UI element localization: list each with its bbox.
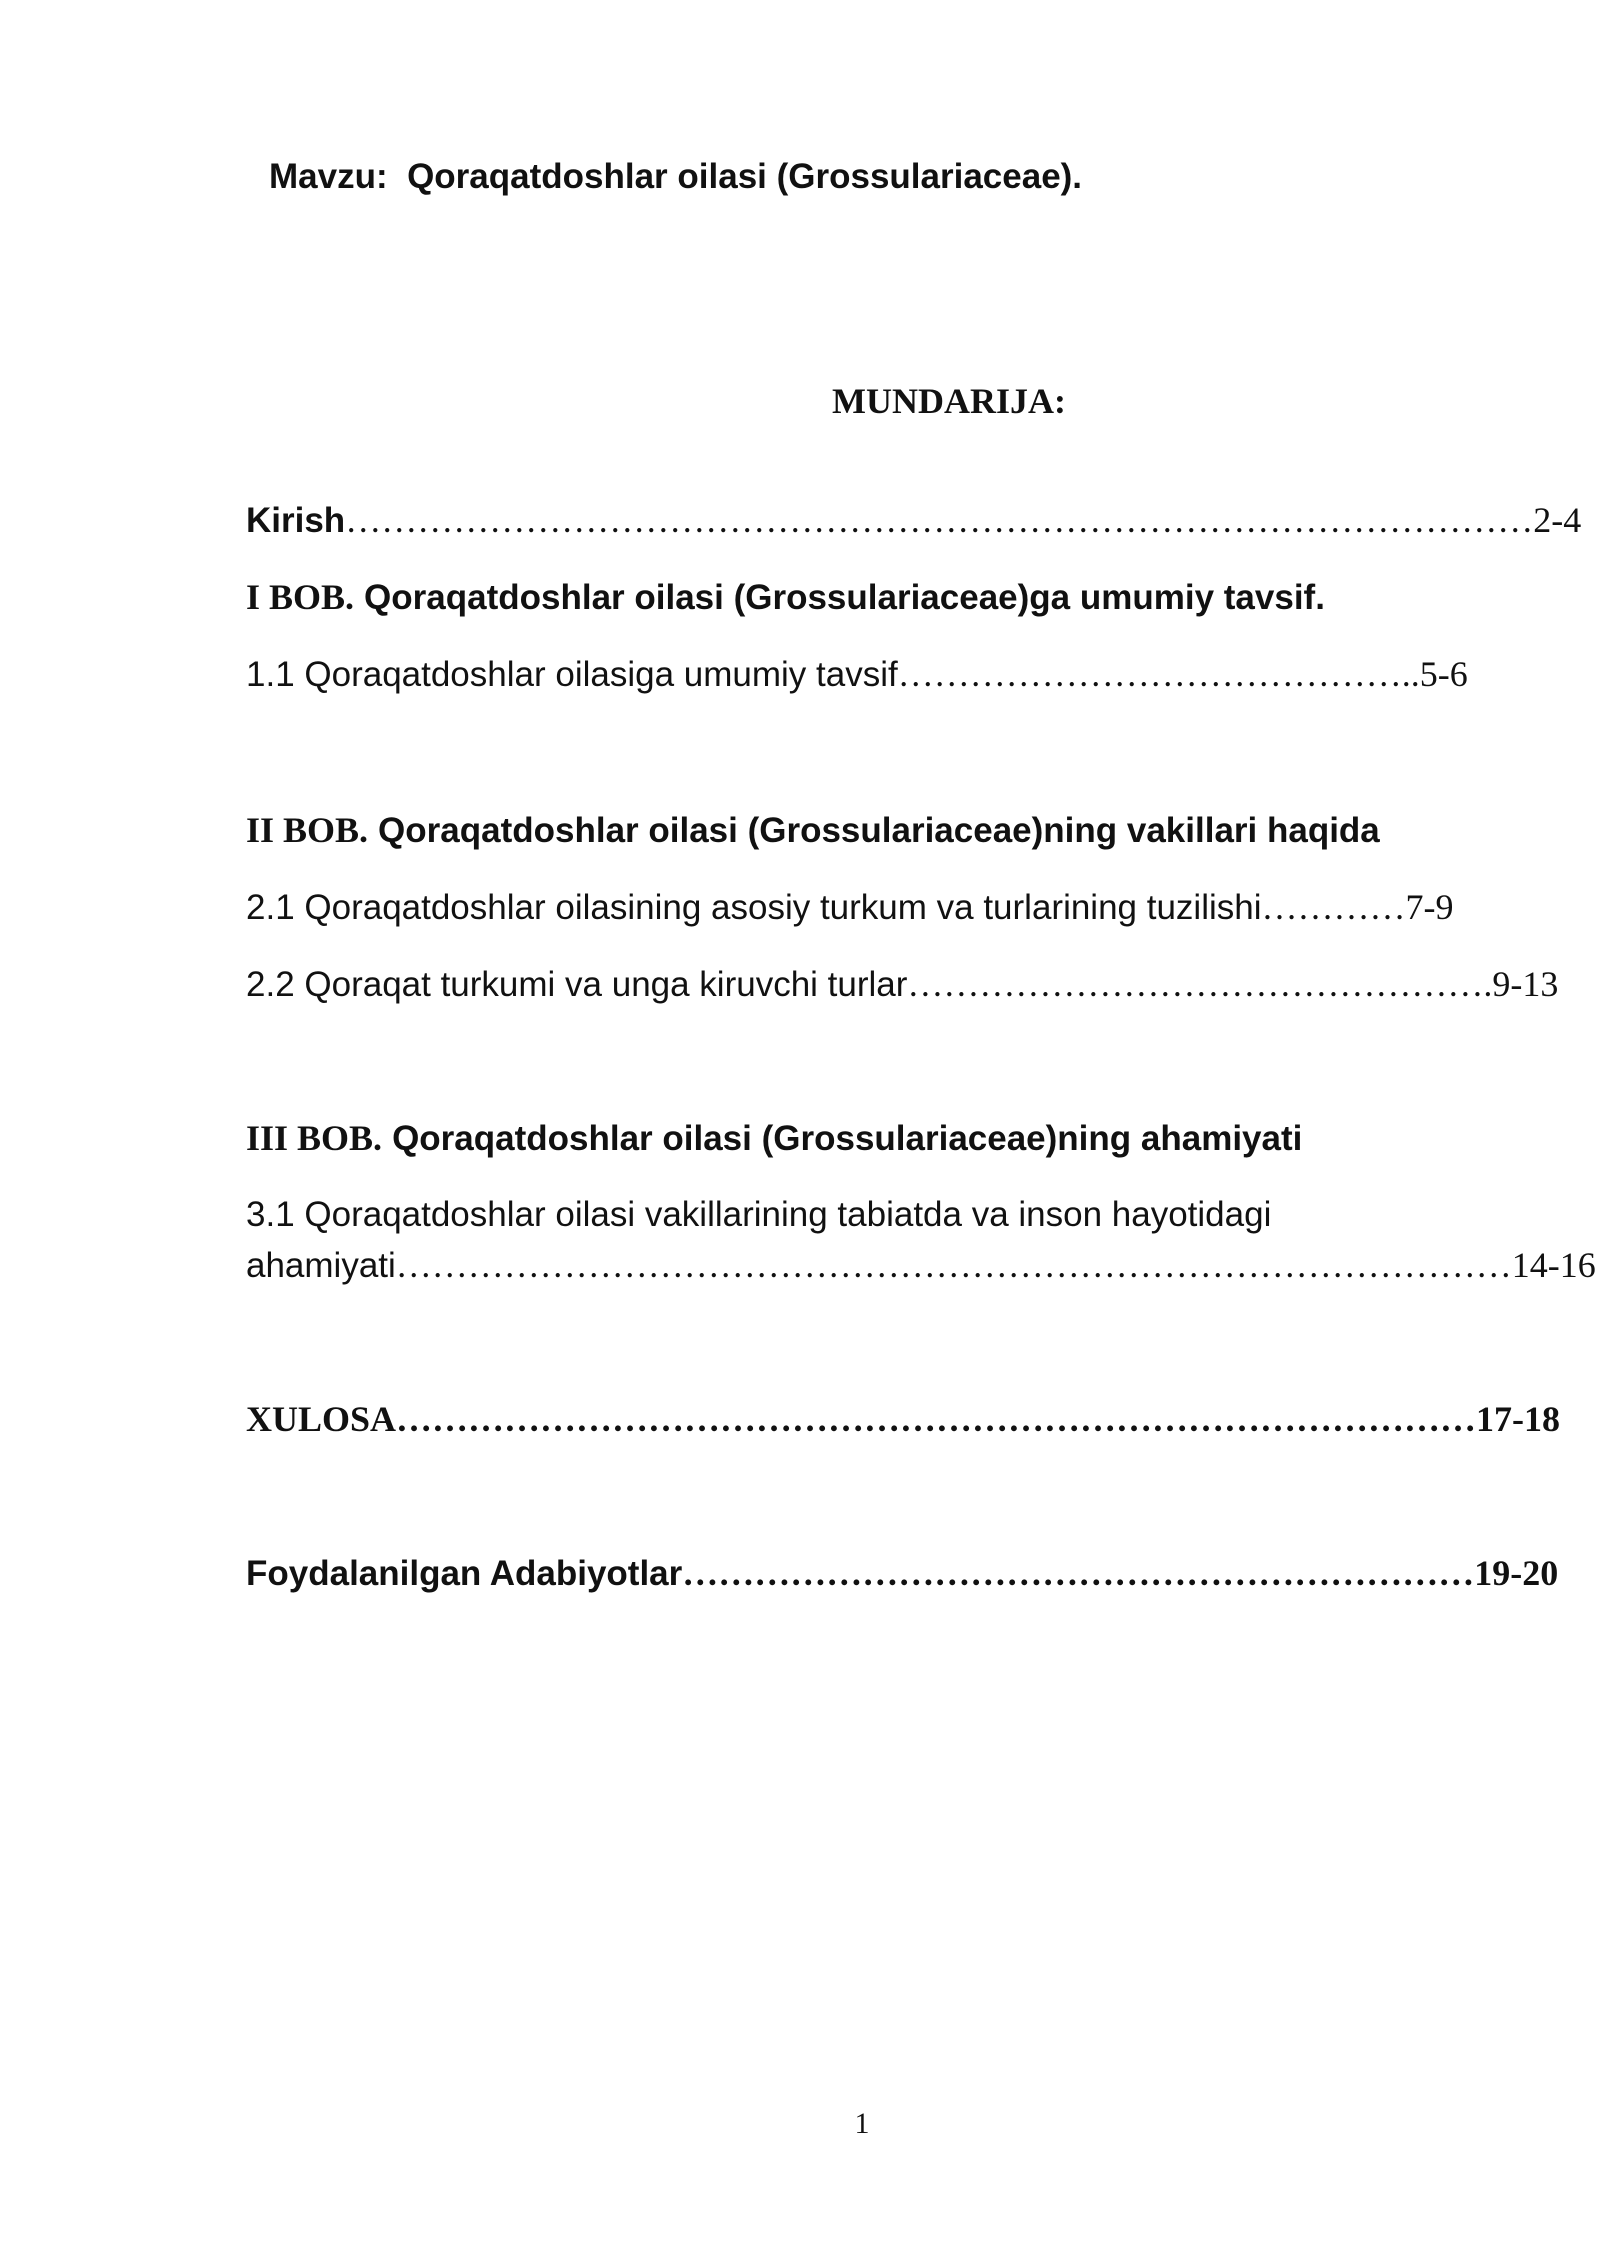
chapter-prefix: III BOB. [246, 1118, 383, 1158]
toc-entry-intro [230, 460, 1582, 540]
page-range: ..5-6 [1401, 654, 1468, 694]
page-range: 2-4 [1533, 500, 1582, 540]
toc-entry-section-3-1-line2 [230, 1205, 1596, 1285]
chapter-title: Qoraqatdoshlar oilasi (Grossulariaceae)ga umumiy tavsif. [364, 578, 1325, 617]
toc-entry-label: 2.2 Qoraqat turkumi va unga kiruvchi turlar [246, 965, 908, 1004]
toc-entry-label-continued: ahamiyati [246, 1246, 396, 1285]
toc-entry-references [230, 1513, 1559, 1593]
dot-leader: …………………………………… [897, 654, 1402, 694]
toc-chapter-3 [230, 1078, 1303, 1158]
toc-chapter-1 [230, 537, 1325, 617]
chapter-prefix: II BOB. [246, 810, 369, 850]
toc-entry-label: Foydalanilgan Adabiyotlar [246, 1554, 683, 1593]
chapter-title: Qoraqatdoshlar oilasi (Grossulariaceae)ning vakillari haqida [378, 811, 1380, 850]
dot-leader: ………………………………………………………………………………… [395, 1245, 1512, 1285]
chapter-prefix: I BOB. [246, 577, 355, 617]
toc-entry-section-2-1 [230, 847, 1454, 927]
toc-entry-section-3-1-line1 [230, 1155, 1272, 1234]
page-range: 17-18 [1476, 1399, 1561, 1439]
page-range: .9-13 [1483, 964, 1559, 1004]
toc-heading: MUNDARIJA: [832, 381, 1066, 421]
toc-entry-conclusion [230, 1359, 1561, 1439]
toc-entry-section-2-2 [230, 924, 1559, 1004]
page-number: 1 [854, 2107, 870, 2140]
dot-leader: ………………………………………… [907, 964, 1484, 1004]
page-range: 7-9 [1405, 887, 1454, 927]
toc-chapter-2 [230, 770, 1380, 850]
dot-leader: ……………………………………………………………………………… [396, 1399, 1477, 1439]
dot-leader: ………………………………………………………… [682, 1553, 1475, 1593]
toc-entry-label: XULOSA [246, 1399, 397, 1439]
toc-entry-label: 3.1 Qoraqatdoshlar oilasi vakillarining tabiatda va inson hayotidagi [246, 1195, 1272, 1234]
toc-entry-label: 2.1 Qoraqatdoshlar oilasining asosiy turkum va turlarining tuzilishi [246, 888, 1262, 927]
page-range: 14-16 [1511, 1245, 1596, 1285]
dot-leader: ……………………………………………………………………………………… [345, 500, 1534, 540]
topic-title: Mavzu: Qoraqatdoshlar oilasi (Grossulariaceae). [269, 157, 1083, 196]
chapter-title: Qoraqatdoshlar oilasi (Grossulariaceae)ning ahamiyati [392, 1119, 1303, 1158]
page-range: 19-20 [1474, 1553, 1559, 1593]
toc-entry-label: 1.1 Qoraqatdoshlar oilasiga umumiy tavsif [246, 655, 898, 694]
toc-entry-section-1-1 [230, 614, 1468, 694]
dot-leader: ………… [1261, 887, 1406, 927]
toc-entry-label: Kirish [246, 501, 346, 540]
